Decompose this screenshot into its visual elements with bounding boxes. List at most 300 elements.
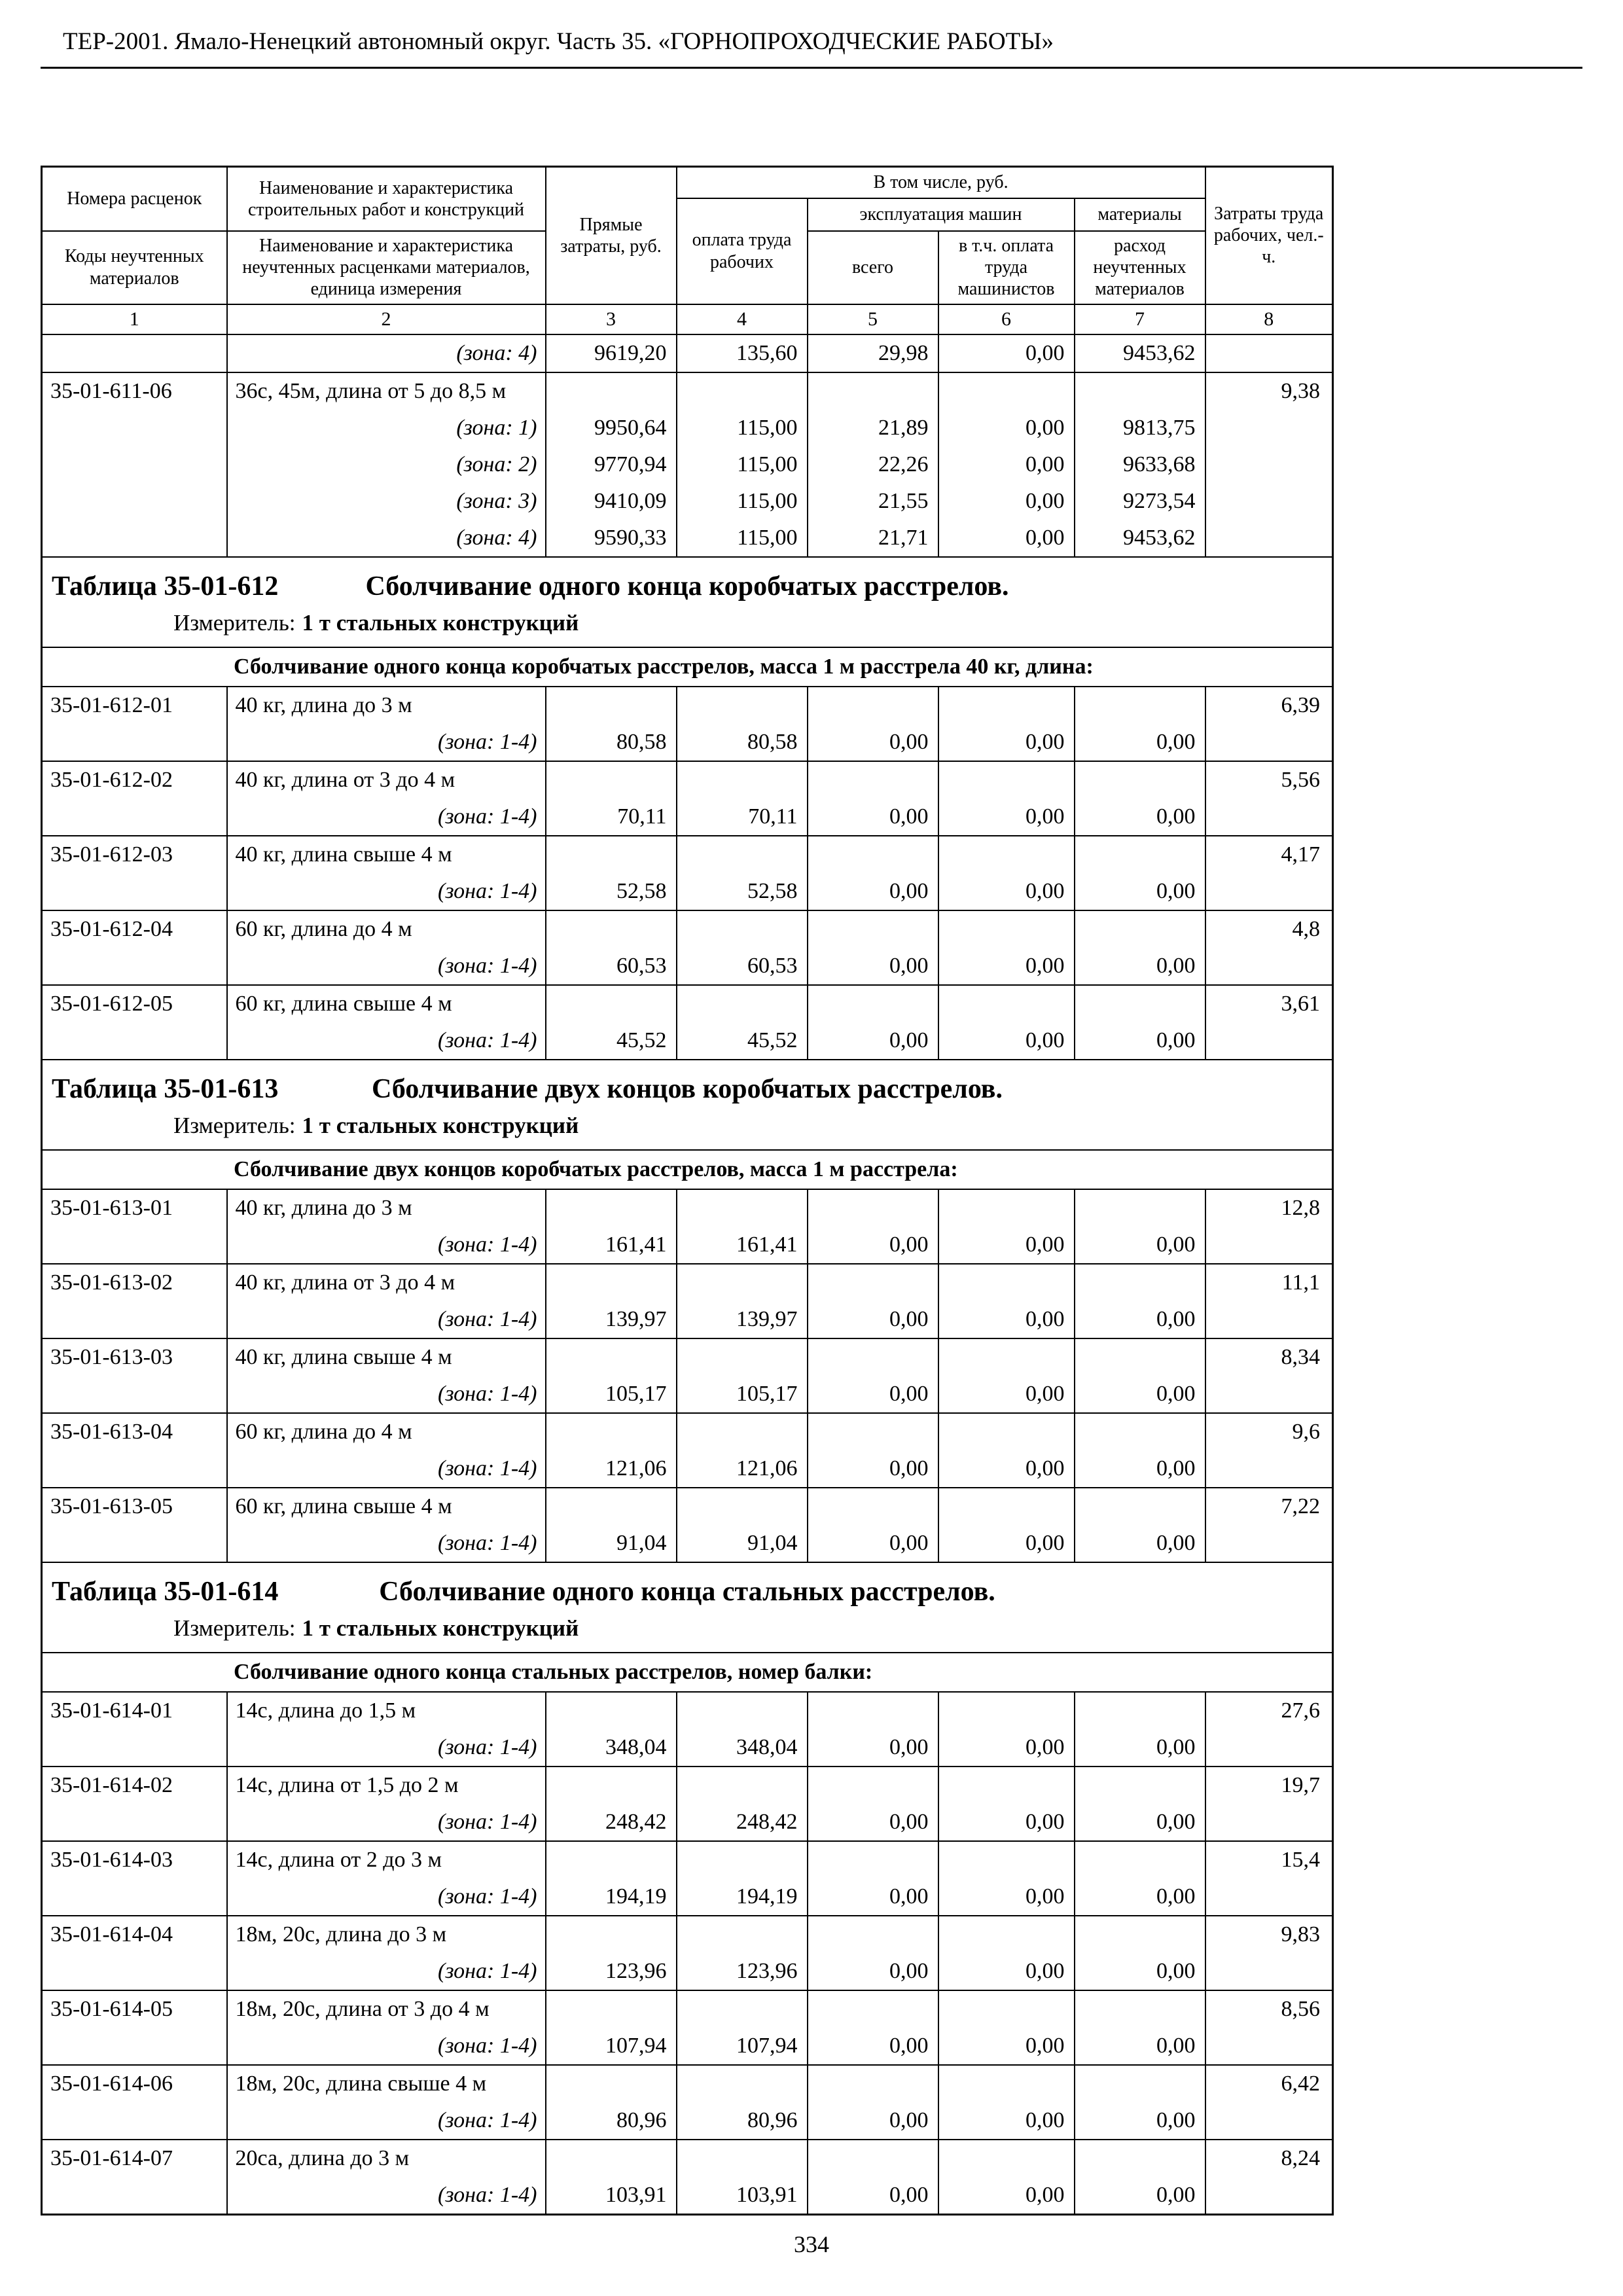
zone-values-row: [42, 334, 1333, 372]
empty-cell: [808, 687, 938, 724]
zone-values-row: [42, 1729, 1333, 1767]
empty-cell: [546, 836, 677, 873]
zone-label: (зона: 1-4): [227, 2177, 546, 2215]
section-header-row: [42, 1653, 1333, 1692]
value-cell: 0,00: [808, 1022, 938, 1060]
entry-description: 20са, длина до 3 м: [227, 2140, 546, 2177]
empty-cell: [1075, 687, 1205, 724]
value-cell: 0,00: [1075, 1953, 1205, 1990]
zone-label: (зона: 4): [227, 520, 546, 557]
value-cell: 21,55: [808, 483, 938, 520]
entry-description: 14с, длина до 1,5 м: [227, 1692, 546, 1729]
value-cell: 0,00: [938, 1376, 1075, 1413]
empty-cell: [42, 2177, 227, 2215]
value-cell: 52,58: [677, 873, 808, 910]
column-number-5: 5: [808, 304, 938, 334]
value-cell: 0,00: [938, 1878, 1075, 1916]
empty-cell: [546, 1841, 677, 1878]
empty-cell: [42, 1525, 227, 1562]
labor-hours: 7,22: [1205, 1488, 1333, 1525]
value-cell: 194,19: [677, 1878, 808, 1916]
value-cell: 0,00: [938, 446, 1075, 483]
labor-hours: 4,8: [1205, 910, 1333, 948]
header-vtch-oplata-mashinistov: в т.ч. оплата труда машинистов: [938, 231, 1075, 304]
value-cell: 9633,68: [1075, 446, 1205, 483]
empty-cell: [808, 372, 938, 410]
entry-code: 35-01-612-03: [42, 836, 227, 873]
empty-cell: [1205, 1301, 1333, 1338]
empty-cell: [1205, 1729, 1333, 1767]
entry-code: 35-01-613-02: [42, 1264, 227, 1301]
zone-label: (зона: 3): [227, 483, 546, 520]
value-cell: 0,00: [938, 483, 1075, 520]
zone-label: (зона: 1-4): [227, 1301, 546, 1338]
zone-values-row: [42, 1450, 1333, 1488]
empty-cell: [1075, 1189, 1205, 1227]
header-ekspluataciya-mashin: эксплуатация машин: [808, 198, 1075, 231]
value-cell: 0,00: [1075, 1878, 1205, 1916]
empty-cell: [1075, 1990, 1205, 2028]
empty-cell: [546, 2065, 677, 2102]
empty-cell: [808, 2140, 938, 2177]
zone-values-row: [42, 446, 1333, 483]
value-cell: 22,26: [808, 446, 938, 483]
value-cell: 29,98: [808, 334, 938, 372]
empty-cell: [1205, 446, 1333, 483]
empty-cell: [546, 910, 677, 948]
column-number-6: 6: [938, 304, 1075, 334]
zone-label: (зона: 4): [227, 334, 546, 372]
izmeritel-line: [43, 609, 1332, 637]
value-cell: 0,00: [808, 1729, 938, 1767]
empty-cell: [42, 2028, 227, 2065]
empty-cell: [42, 1878, 227, 1916]
entry-row: [42, 1841, 1333, 1878]
empty-cell: [808, 836, 938, 873]
entry-description: 18м, 20с, длина свыше 4 м: [227, 2065, 546, 2102]
value-cell: 0,00: [938, 334, 1075, 372]
empty-cell: [677, 761, 808, 798]
header-v-tom-chisle: В том числе, руб.: [677, 167, 1205, 198]
page-header: [41, 22, 1582, 69]
empty-cell: [1205, 2102, 1333, 2140]
value-cell: 0,00: [938, 2177, 1075, 2215]
empty-cell: [938, 1413, 1075, 1450]
section-header: Сболчивание одного конца стальных расстрелов, номер балки:: [42, 1653, 1333, 1692]
empty-cell: [42, 1953, 227, 1990]
table-title: [43, 1072, 1332, 1106]
zone-values-row: [42, 1301, 1333, 1338]
value-cell: 9770,94: [546, 446, 677, 483]
empty-cell: [42, 2102, 227, 2140]
empty-cell: [1075, 1338, 1205, 1376]
value-cell: 115,00: [677, 410, 808, 446]
entry-code: 35-01-614-03: [42, 1841, 227, 1878]
value-cell: 0,00: [808, 2028, 938, 2065]
table-number: Таблица 35-01-613: [52, 1073, 279, 1104]
zone-label: (зона: 2): [227, 446, 546, 483]
value-cell: 0,00: [808, 948, 938, 985]
table-name: Сболчивание одного конца стальных расстрелов.: [379, 1576, 995, 1607]
value-cell: 0,00: [1075, 798, 1205, 836]
empty-cell: [42, 798, 227, 836]
empty-cell: [1075, 372, 1205, 410]
value-cell: 0,00: [1075, 1450, 1205, 1488]
value-cell: 9453,62: [1075, 334, 1205, 372]
labor-hours: 19,7: [1205, 1767, 1333, 1804]
value-cell: 0,00: [1075, 873, 1205, 910]
zone-values-row: [42, 1878, 1333, 1916]
header-oplata-truda: оплата труда рабочих: [677, 198, 808, 304]
empty-cell: [42, 410, 227, 446]
labor-hours: 12,8: [1205, 1189, 1333, 1227]
document-title: ТЕР-2001. Ямало-Ненецкий автономный округ. Часть 35. «ГОРНОПРОХОДЧЕСКИЕ РАБОТЫ»: [63, 28, 1054, 55]
empty-cell: [42, 446, 227, 483]
zone-values-row: [42, 2028, 1333, 2065]
labor-hours: 6,42: [1205, 2065, 1333, 2102]
empty-cell: [1075, 985, 1205, 1022]
header-pryamye-zatraty: Прямые затраты, руб.: [546, 167, 677, 304]
value-cell: 0,00: [808, 1376, 938, 1413]
empty-cell: [42, 1022, 227, 1060]
empty-cell: [1075, 1488, 1205, 1525]
empty-cell: [677, 1189, 808, 1227]
table-number: Таблица 35-01-614: [52, 1576, 279, 1607]
empty-cell: [1205, 948, 1333, 985]
empty-cell: [1075, 761, 1205, 798]
empty-cell: [808, 1488, 938, 1525]
value-cell: 0,00: [938, 1450, 1075, 1488]
table-title: [43, 1575, 1332, 1609]
empty-cell: [546, 1413, 677, 1450]
table-title-row: [42, 1562, 1333, 1653]
empty-cell: [1075, 2140, 1205, 2177]
empty-cell: [938, 1767, 1075, 1804]
column-number-8: 8: [1205, 304, 1333, 334]
entry-code: 35-01-614-01: [42, 1692, 227, 1729]
zone-values-row: [42, 948, 1333, 985]
zone-values-row: [42, 798, 1333, 836]
empty-cell: [938, 687, 1075, 724]
labor-hours: 5,56: [1205, 761, 1333, 798]
empty-cell: [808, 1189, 938, 1227]
entry-description: 14с, длина от 2 до 3 м: [227, 1841, 546, 1878]
entry-description: 18м, 20с, длина от 3 до 4 м: [227, 1990, 546, 2028]
entry-row: [42, 2140, 1333, 2177]
izmeritel-line: [43, 1111, 1332, 1140]
entry-row: [42, 1767, 1333, 1804]
empty-cell: [938, 1990, 1075, 2028]
value-cell: 80,58: [546, 724, 677, 761]
empty-cell: [1075, 2065, 1205, 2102]
header-row-1: [42, 167, 1333, 198]
value-cell: 248,42: [677, 1804, 808, 1841]
entry-row: [42, 1338, 1333, 1376]
labor-hours: 15,4: [1205, 1841, 1333, 1878]
zone-values-row: [42, 520, 1333, 557]
empty-cell: [938, 372, 1075, 410]
value-cell: 0,00: [808, 1878, 938, 1916]
labor-hours: 11,1: [1205, 1264, 1333, 1301]
empty-cell: [938, 2140, 1075, 2177]
value-cell: 0,00: [938, 2102, 1075, 2140]
empty-cell: [1205, 1227, 1333, 1264]
empty-cell: [1205, 1525, 1333, 1562]
value-cell: 0,00: [1075, 1804, 1205, 1841]
empty-cell: [1205, 1450, 1333, 1488]
section-header-row: [42, 647, 1333, 687]
empty-cell: [546, 1692, 677, 1729]
page-number: 334: [794, 2231, 829, 2257]
value-cell: 0,00: [938, 1804, 1075, 1841]
value-cell: 161,41: [677, 1227, 808, 1264]
empty-cell: [1075, 1841, 1205, 1878]
empty-cell: [42, 520, 227, 557]
zone-label: (зона: 1-4): [227, 1878, 546, 1916]
entry-code: 35-01-613-03: [42, 1338, 227, 1376]
value-cell: 139,97: [677, 1301, 808, 1338]
empty-cell: [42, 1729, 227, 1767]
value-cell: 9619,20: [546, 334, 677, 372]
entry-row: [42, 687, 1333, 724]
value-cell: 135,60: [677, 334, 808, 372]
empty-cell: [808, 1413, 938, 1450]
empty-cell: [42, 948, 227, 985]
izmeritel-label: Измеритель:: [173, 609, 296, 636]
empty-cell: [546, 1990, 677, 2028]
value-cell: 348,04: [546, 1729, 677, 1767]
value-cell: 103,91: [677, 2177, 808, 2215]
empty-cell: [546, 1916, 677, 1953]
column-number-7: 7: [1075, 304, 1205, 334]
entry-description: 36с, 45м, длина от 5 до 8,5 м: [227, 372, 546, 410]
empty-cell: [808, 1841, 938, 1878]
entry-row: [42, 1692, 1333, 1729]
value-cell: 0,00: [938, 1525, 1075, 1562]
entry-description: 60 кг, длина свыше 4 м: [227, 1488, 546, 1525]
section-header-row: [42, 1150, 1333, 1189]
table-title: [43, 569, 1332, 603]
empty-cell: [677, 1488, 808, 1525]
zone-label: (зона: 1): [227, 410, 546, 446]
entry-code: 35-01-614-07: [42, 2140, 227, 2177]
entry-row: [42, 2065, 1333, 2102]
labor-hours: 4,17: [1205, 836, 1333, 873]
empty-cell: [42, 1301, 227, 1338]
labor-hours: 6,39: [1205, 687, 1333, 724]
labor-hours: 8,24: [1205, 2140, 1333, 2177]
izmeritel-label: Измеритель:: [173, 1615, 296, 1641]
entry-description: 40 кг, длина до 3 м: [227, 687, 546, 724]
empty-cell: [808, 1264, 938, 1301]
entry-code: 35-01-612-05: [42, 985, 227, 1022]
empty-cell: [1205, 334, 1333, 372]
empty-cell: [546, 1338, 677, 1376]
empty-cell: [1205, 724, 1333, 761]
entry-code: 35-01-613-01: [42, 1189, 227, 1227]
empty-cell: [1075, 910, 1205, 948]
empty-cell: [677, 1692, 808, 1729]
empty-cell: [1205, 1804, 1333, 1841]
empty-cell: [1075, 1767, 1205, 1804]
table-header: [42, 167, 1333, 334]
entry-description: 60 кг, длина свыше 4 м: [227, 985, 546, 1022]
labor-hours: 9,38: [1205, 372, 1333, 410]
value-cell: 70,11: [677, 798, 808, 836]
value-cell: 21,71: [808, 520, 938, 557]
empty-cell: [546, 985, 677, 1022]
header-materialy: материалы: [1075, 198, 1205, 231]
empty-cell: [938, 1916, 1075, 1953]
entry-code: 35-01-612-01: [42, 687, 227, 724]
empty-cell: [546, 1189, 677, 1227]
empty-cell: [1075, 1413, 1205, 1450]
labor-hours: 27,6: [1205, 1692, 1333, 1729]
empty-cell: [42, 724, 227, 761]
value-cell: 9590,33: [546, 520, 677, 557]
value-cell: 60,53: [677, 948, 808, 985]
empty-cell: [677, 1264, 808, 1301]
value-cell: 21,89: [808, 410, 938, 446]
value-cell: 123,96: [677, 1953, 808, 1990]
empty-cell: [677, 1990, 808, 2028]
zone-label: (зона: 1-4): [227, 1804, 546, 1841]
zone-values-row: [42, 483, 1333, 520]
value-cell: 0,00: [938, 948, 1075, 985]
labor-hours: 8,56: [1205, 1990, 1333, 2028]
value-cell: 45,52: [546, 1022, 677, 1060]
value-cell: 0,00: [808, 1525, 938, 1562]
entry-row: [42, 910, 1333, 948]
empty-cell: [938, 836, 1075, 873]
table-title-cell: [42, 557, 1333, 647]
column-number-4: 4: [677, 304, 808, 334]
entry-row: [42, 761, 1333, 798]
entry-code: 35-01-614-04: [42, 1916, 227, 1953]
value-cell: 0,00: [1075, 724, 1205, 761]
empty-cell: [1205, 798, 1333, 836]
value-cell: 80,96: [546, 2102, 677, 2140]
empty-cell: [1075, 1916, 1205, 1953]
value-cell: 0,00: [1075, 948, 1205, 985]
value-cell: 0,00: [1075, 2028, 1205, 2065]
value-cell: 348,04: [677, 1729, 808, 1767]
header-naimenovanie-materialov: Наименование и характеристика неучтенных расценками материалов, единица измерения: [227, 231, 546, 304]
zone-label: (зона: 1-4): [227, 1953, 546, 1990]
value-cell: 0,00: [938, 1227, 1075, 1264]
empty-cell: [808, 1767, 938, 1804]
empty-cell: [938, 1189, 1075, 1227]
value-cell: 0,00: [938, 1729, 1075, 1767]
empty-cell: [808, 985, 938, 1022]
value-cell: 0,00: [1075, 2102, 1205, 2140]
entry-description: 14с, длина от 1,5 до 2 м: [227, 1767, 546, 1804]
value-cell: 0,00: [808, 724, 938, 761]
value-cell: 121,06: [677, 1450, 808, 1488]
empty-cell: [42, 1376, 227, 1413]
empty-cell: [808, 2065, 938, 2102]
value-cell: 115,00: [677, 446, 808, 483]
value-cell: 115,00: [677, 483, 808, 520]
empty-cell: [546, 1767, 677, 1804]
value-cell: 0,00: [1075, 1301, 1205, 1338]
zone-label: (зона: 1-4): [227, 1450, 546, 1488]
empty-cell: [938, 761, 1075, 798]
value-cell: 0,00: [938, 1022, 1075, 1060]
izmeritel-value: 1 т стальных конструкций: [302, 1112, 579, 1138]
empty-cell: [546, 1264, 677, 1301]
zone-label: (зона: 1-4): [227, 1227, 546, 1264]
value-cell: 115,00: [677, 520, 808, 557]
labor-hours: 9,83: [1205, 1916, 1333, 1953]
empty-cell: [677, 985, 808, 1022]
empty-cell: [1205, 2028, 1333, 2065]
table-title-cell: [42, 1060, 1333, 1150]
entry-row: [42, 1916, 1333, 1953]
table-title-cell: [42, 1562, 1333, 1653]
empty-cell: [1075, 836, 1205, 873]
section-header: Сболчивание двух концов коробчатых расстрелов, масса 1 м расстрела:: [42, 1150, 1333, 1189]
empty-cell: [42, 1450, 227, 1488]
value-cell: 0,00: [938, 724, 1075, 761]
entry-row: [42, 985, 1333, 1022]
entry-description: 40 кг, длина до 3 м: [227, 1189, 546, 1227]
zone-values-row: [42, 1804, 1333, 1841]
empty-cell: [1075, 1264, 1205, 1301]
value-cell: 0,00: [938, 798, 1075, 836]
entry-code: 35-01-613-04: [42, 1413, 227, 1450]
value-cell: 0,00: [1075, 2177, 1205, 2215]
entry-row: [42, 1264, 1333, 1301]
zone-label: (зона: 1-4): [227, 798, 546, 836]
header-column-numbers: [42, 304, 1333, 334]
empty-cell: [938, 1841, 1075, 1878]
table-name: Сболчивание двух концов коробчатых расстрелов.: [372, 1073, 1003, 1104]
entry-row: [42, 1488, 1333, 1525]
value-cell: 105,17: [677, 1376, 808, 1413]
empty-cell: [677, 2065, 808, 2102]
table-title-row: [42, 1060, 1333, 1150]
zone-label: (зона: 1-4): [227, 1022, 546, 1060]
empty-cell: [677, 2140, 808, 2177]
empty-cell: [1205, 520, 1333, 557]
labor-hours: 3,61: [1205, 985, 1333, 1022]
zone-values-row: [42, 2102, 1333, 2140]
value-cell: 0,00: [938, 520, 1075, 557]
value-cell: 9410,09: [546, 483, 677, 520]
zone-values-row: [42, 873, 1333, 910]
zone-label: (зона: 1-4): [227, 2102, 546, 2140]
value-cell: 0,00: [938, 410, 1075, 446]
value-cell: 0,00: [1075, 1729, 1205, 1767]
empty-cell: [808, 1338, 938, 1376]
empty-cell: [938, 1692, 1075, 1729]
entry-code: 35-01-613-05: [42, 1488, 227, 1525]
empty-cell: [808, 1692, 938, 1729]
empty-cell: [677, 1916, 808, 1953]
zone-values-row: [42, 410, 1333, 446]
value-cell: 0,00: [808, 2102, 938, 2140]
entry-row: [42, 372, 1333, 410]
empty-cell: [1205, 2177, 1333, 2215]
empty-cell: [938, 2065, 1075, 2102]
entry-description: 18м, 20с, длина до 3 м: [227, 1916, 546, 1953]
empty-cell: [677, 1413, 808, 1450]
entry-description: 40 кг, длина свыше 4 м: [227, 1338, 546, 1376]
header-kody-materialov: Коды неучтенных материалов: [42, 231, 227, 304]
empty-cell: [546, 372, 677, 410]
entry-code: 35-01-612-04: [42, 910, 227, 948]
